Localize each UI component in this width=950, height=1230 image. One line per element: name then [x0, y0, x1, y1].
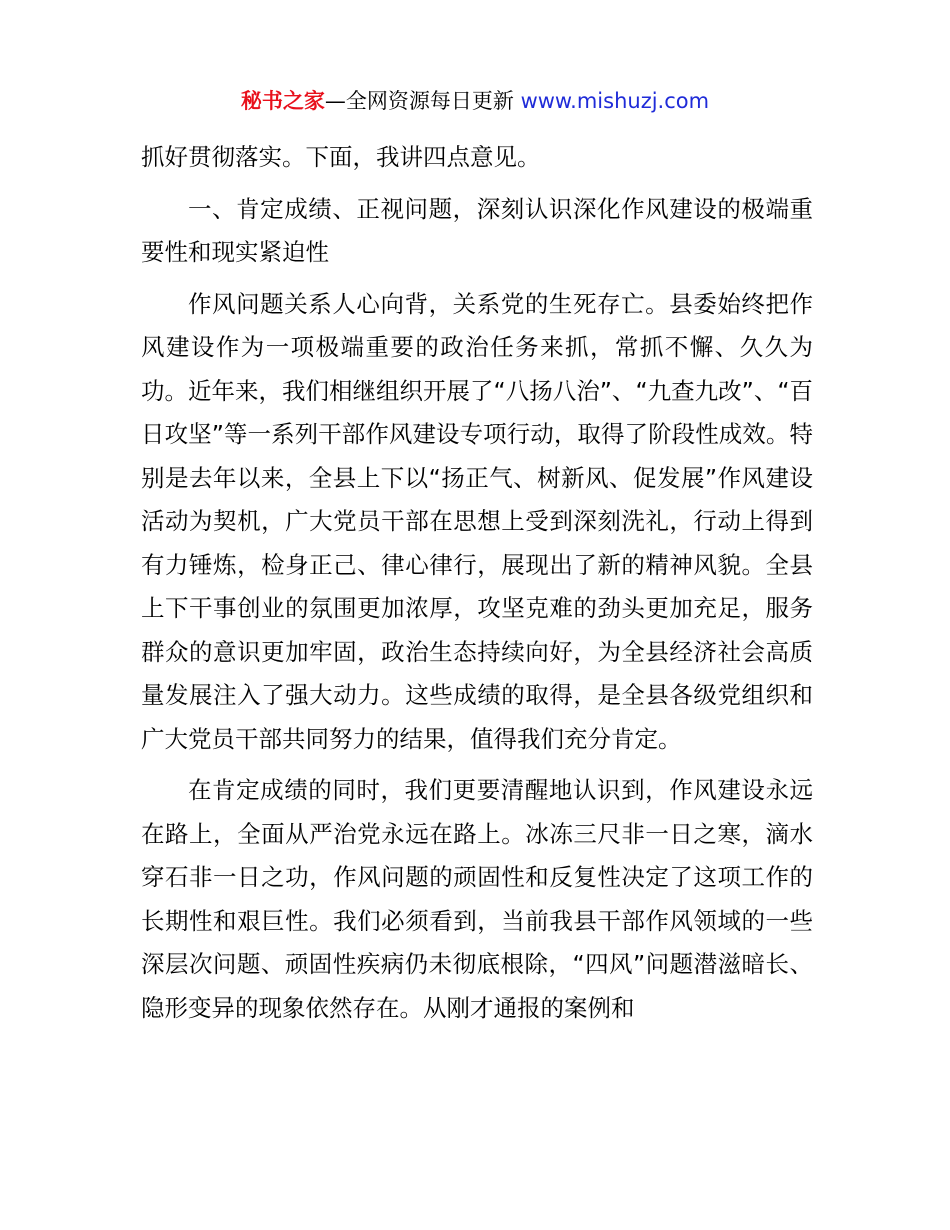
site-brand: 秘书之家	[240, 89, 325, 113]
site-tagline: —全网资源每日更新	[324, 89, 521, 113]
site-url-link[interactable]: www.mishuzj.com	[520, 89, 710, 113]
paragraph-continuation: 抓好贯彻落实。下面，我讲四点意见。	[141, 143, 541, 171]
document-body	[141, 136, 813, 1030]
paragraph: 在肯定成绩的同时，我们更要清醒地认识到，作风建设永远在路上，全面从严治党永远在路上。冰冻三尺非一日之寒，滴水穿石非一日之功，作风问题的顽固性和反复性决定了这项工作的长期性和艰巨性。我们必须看到，当前我县干部作风领域的一些深层次问题、顽固性疾病仍未彻底根除，“四风”问题潜滋暗长、隐形变异的现象依然存在。从刚才通报的案例和	[141, 776, 813, 1022]
paragraph: 作风问题关系人心向背，关系党的生死存亡。县委始终把作风建设作为一项极端重要的政治任务来抓，常抓不懈、久久为功。近年来，我们相继组织开展了“八扬八治”、“九查九改”、“百日攻坚”等一系列干部作风建设专项行动，取得了阶段性成效。特别是去年以来，全县上下以“扬正气、树新风、促发展”作风建设活动为契机，广大党员干部在思想上受到深刻洗礼，行动上得到有力锤炼，检身正己、律心律行，展现出了新的精神风貌。全县上下干事创业的氛围更加浓厚，攻坚克难的劲头更加充足，服务群众的意识更加牢固，政治生态持续向好，为全县经济社会高质量发展注入了强大动力。这些成绩的取得，是全县各级党组织和广大党员干部共同努力的结果，值得我们充分肯定。	[141, 289, 813, 753]
page-header	[0, 86, 950, 116]
section-heading: 一、肯定成绩、正视问题，深刻认识深化作风建设的极端重要性和现实紧迫性	[141, 194, 813, 266]
